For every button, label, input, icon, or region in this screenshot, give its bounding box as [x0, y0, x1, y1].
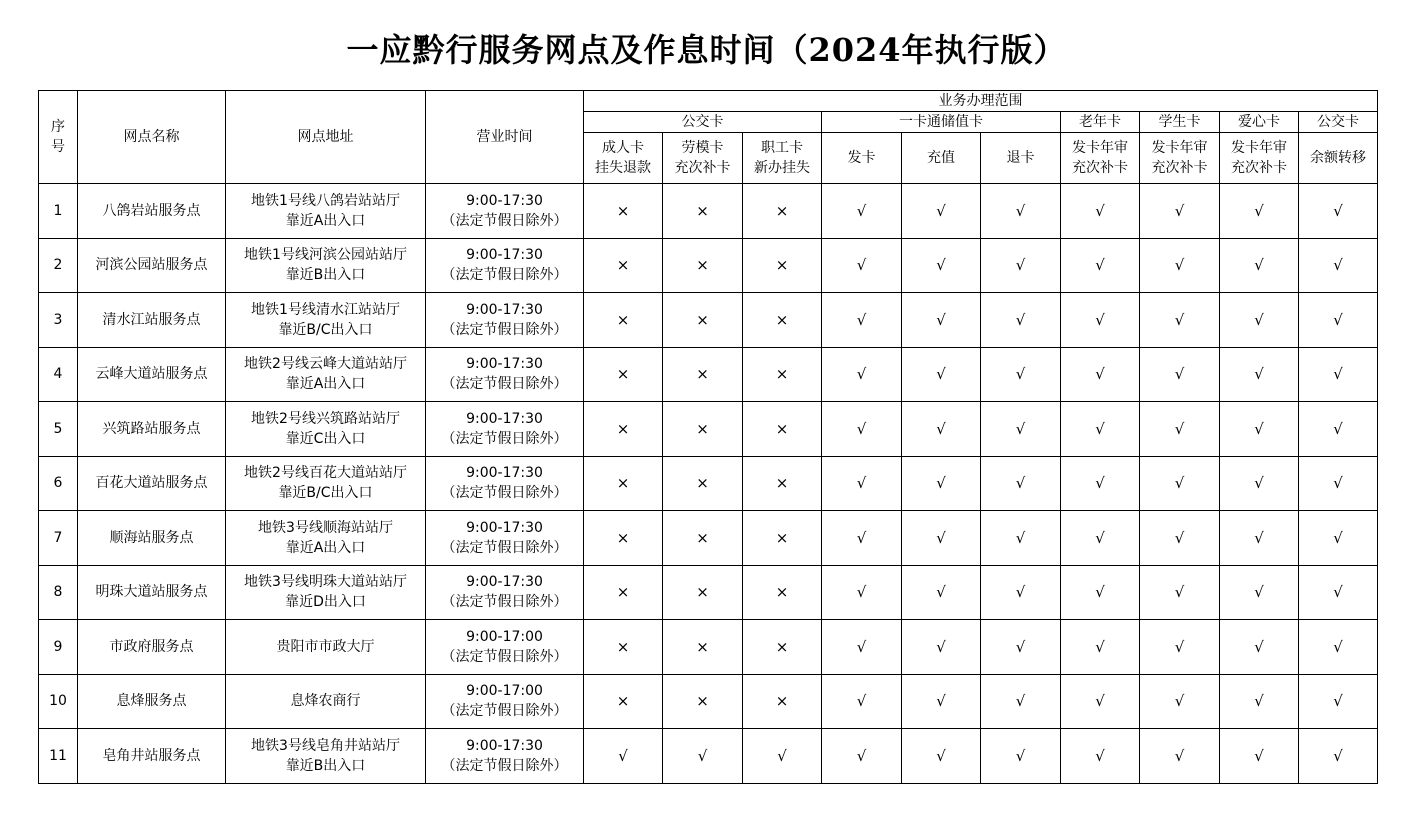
check-mark-icon: √: [981, 184, 1061, 239]
header-service-5: [902, 133, 981, 184]
check-mark-icon: √: [1140, 184, 1220, 239]
check-mark-icon: √: [1299, 565, 1378, 620]
check-mark-icon: √: [1299, 184, 1378, 239]
header-service-8: [1140, 133, 1220, 184]
check-mark-icon: √: [1220, 402, 1299, 457]
check-mark-icon: √: [1061, 347, 1140, 402]
check-mark-icon: √: [1061, 184, 1140, 239]
check-mark-icon: √: [1220, 620, 1299, 675]
check-mark-icon: √: [1061, 565, 1140, 620]
cell-hours: [426, 674, 584, 729]
header-service-7: [1061, 133, 1140, 184]
check-mark-icon: √: [1140, 402, 1220, 457]
cross-mark-icon: ×: [663, 456, 743, 511]
check-mark-icon: √: [1220, 456, 1299, 511]
check-mark-icon: √: [1140, 620, 1220, 675]
cell-name: 河滨公园站服务点: [78, 238, 226, 293]
check-mark-icon: √: [981, 674, 1061, 729]
table-row: [39, 238, 1378, 293]
cell-address-line: 贵阳市市政大厅: [276, 638, 375, 655]
cross-mark-icon: ×: [663, 238, 743, 293]
header-service-line: 发卡年审: [1151, 140, 1208, 156]
check-mark-icon: √: [981, 456, 1061, 511]
group-yikatong: 一卡通储值卡: [822, 112, 1061, 133]
check-mark-icon: √: [981, 729, 1061, 784]
cell-name: 百花大道站服务点: [78, 456, 226, 511]
check-mark-icon: √: [1220, 565, 1299, 620]
cell-address-line: 靠近C出入口: [285, 430, 366, 447]
cross-mark-icon: ×: [584, 565, 663, 620]
header-service-line: 充值: [927, 150, 955, 166]
cell-seq: 6: [39, 456, 78, 511]
header-seq: [39, 91, 78, 184]
group-bus-card: 公交卡: [584, 112, 822, 133]
group-love-card: 爱心卡: [1220, 112, 1299, 133]
check-mark-icon: √: [1220, 238, 1299, 293]
header-service-line: 成人卡: [602, 140, 644, 156]
cross-mark-icon: ×: [743, 238, 822, 293]
cell-name: 顺海站服务点: [78, 511, 226, 566]
cell-hours: [426, 184, 584, 239]
check-mark-icon: √: [1220, 674, 1299, 729]
check-mark-icon: √: [1299, 620, 1378, 675]
table-body: [39, 184, 1378, 784]
check-mark-icon: √: [1140, 565, 1220, 620]
cross-mark-icon: ×: [584, 184, 663, 239]
check-mark-icon: √: [1299, 293, 1378, 348]
group-bus-card-2: 公交卡: [1299, 112, 1378, 133]
check-mark-icon: √: [981, 293, 1061, 348]
check-mark-icon: √: [981, 238, 1061, 293]
header-address: 网点地址: [226, 91, 426, 184]
cell-hours-line: （法定节假日除外）: [441, 703, 568, 720]
cell-hours: [426, 293, 584, 348]
header-service-2: [663, 133, 743, 184]
header-service-line: 充次补卡: [674, 160, 731, 176]
cross-mark-icon: ×: [663, 184, 743, 239]
check-mark-icon: √: [822, 184, 902, 239]
cross-mark-icon: ×: [743, 402, 822, 457]
cell-hours: [426, 729, 584, 784]
cell-hours-line: 9:00-17:30: [466, 737, 543, 754]
cell-hours-line: （法定节假日除外）: [441, 594, 568, 611]
check-mark-icon: √: [902, 620, 981, 675]
check-mark-icon: √: [1061, 620, 1140, 675]
check-mark-icon: √: [1299, 456, 1378, 511]
check-mark-icon: √: [822, 729, 902, 784]
check-mark-icon: √: [1140, 511, 1220, 566]
check-mark-icon: √: [1220, 511, 1299, 566]
cross-mark-icon: ×: [584, 674, 663, 729]
cross-mark-icon: ×: [663, 347, 743, 402]
check-mark-icon: √: [1061, 238, 1140, 293]
check-mark-icon: √: [822, 238, 902, 293]
cross-mark-icon: ×: [584, 402, 663, 457]
cell-address-line: 靠近A出入口: [285, 212, 366, 229]
cell-hours: [426, 565, 584, 620]
cell-address-line: 息烽农商行: [290, 693, 361, 710]
header-name: 网点名称: [78, 91, 226, 184]
check-mark-icon: √: [1061, 293, 1140, 348]
cell-name: 云峰大道站服务点: [78, 347, 226, 402]
cross-mark-icon: ×: [743, 184, 822, 239]
cross-mark-icon: ×: [584, 238, 663, 293]
check-mark-icon: √: [1299, 511, 1378, 566]
check-mark-icon: √: [981, 620, 1061, 675]
cell-address-line: 地铁1号线河滨公园站站厅: [244, 247, 407, 264]
cell-address: [226, 184, 426, 239]
cell-hours-line: （法定节假日除外）: [441, 321, 568, 338]
cell-hours-line: （法定节假日除外）: [441, 212, 568, 229]
table-row: [39, 402, 1378, 457]
header-service-1: [584, 133, 663, 184]
cross-mark-icon: ×: [663, 620, 743, 675]
cell-hours: [426, 456, 584, 511]
cross-mark-icon: ×: [584, 456, 663, 511]
cell-name: 皂角井站服务点: [78, 729, 226, 784]
check-mark-icon: √: [902, 456, 981, 511]
cross-mark-icon: ×: [663, 293, 743, 348]
check-mark-icon: √: [1299, 729, 1378, 784]
check-mark-icon: √: [1299, 674, 1378, 729]
cross-mark-icon: ×: [584, 347, 663, 402]
cell-hours-line: 9:00-17:00: [466, 628, 543, 645]
header-service-line: 新办挂失: [754, 160, 810, 176]
cell-address-line: 靠近A出入口: [285, 376, 366, 393]
cell-hours-line: 9:00-17:30: [466, 465, 543, 482]
table-row: [39, 293, 1378, 348]
header-service-line: 充次补卡: [1151, 160, 1208, 176]
check-mark-icon: √: [1140, 729, 1220, 784]
check-mark-icon: √: [822, 674, 902, 729]
cross-mark-icon: ×: [743, 674, 822, 729]
cross-mark-icon: ×: [663, 565, 743, 620]
cell-address-line: 地铁3号线明珠大道站站厅: [244, 574, 407, 591]
check-mark-icon: √: [1061, 674, 1140, 729]
cross-mark-icon: ×: [743, 511, 822, 566]
check-mark-icon: √: [1220, 729, 1299, 784]
table-row: [39, 729, 1378, 784]
cell-hours-line: 9:00-17:30: [466, 247, 543, 264]
check-mark-icon: √: [902, 402, 981, 457]
cross-mark-icon: ×: [663, 674, 743, 729]
cell-address: [226, 565, 426, 620]
cell-hours-line: （法定节假日除外）: [441, 757, 568, 774]
cell-address: [226, 347, 426, 402]
cell-seq: 9: [39, 620, 78, 675]
cell-hours: [426, 347, 584, 402]
header-service-line: 发卡年审: [1072, 140, 1128, 156]
check-mark-icon: √: [981, 402, 1061, 457]
cell-hours-line: （法定节假日除外）: [441, 376, 568, 393]
header-service-9: [1220, 133, 1299, 184]
cell-address-line: 靠近B出入口: [285, 757, 366, 774]
header-service-line: 劳模卡: [681, 140, 724, 156]
cell-hours-line: （法定节假日除外）: [441, 267, 568, 284]
check-mark-icon: √: [981, 347, 1061, 402]
cell-seq: 4: [39, 347, 78, 402]
check-mark-icon: √: [1220, 184, 1299, 239]
cell-address: [226, 729, 426, 784]
cell-address-line: 地铁2号线百花大道站站厅: [244, 465, 407, 482]
header-service-line: 发卡年审: [1231, 140, 1287, 156]
cell-seq: 7: [39, 511, 78, 566]
check-mark-icon: √: [981, 565, 1061, 620]
check-mark-icon: √: [822, 293, 902, 348]
header-service-line: 退卡: [1006, 150, 1035, 166]
cell-hours-line: 9:00-17:00: [466, 683, 543, 700]
cross-mark-icon: ×: [584, 511, 663, 566]
cell-name: 八鸽岩站服务点: [78, 184, 226, 239]
cross-mark-icon: ×: [584, 620, 663, 675]
cell-hours: [426, 620, 584, 675]
check-mark-icon: √: [1140, 238, 1220, 293]
cell-name: 兴筑路站服务点: [78, 402, 226, 457]
check-mark-icon: √: [981, 511, 1061, 566]
cell-hours-line: （法定节假日除外）: [441, 648, 568, 665]
check-mark-icon: √: [822, 511, 902, 566]
cell-seq: 5: [39, 402, 78, 457]
group-elder-card: 老年卡: [1061, 112, 1140, 133]
header-service-10: [1299, 133, 1378, 184]
check-mark-icon: √: [902, 238, 981, 293]
header-service-line: 余额转移: [1310, 150, 1366, 166]
table-row: [39, 347, 1378, 402]
cell-address-line: 靠近B/C出入口: [278, 485, 373, 502]
check-mark-icon: √: [1220, 293, 1299, 348]
header-service-line: 挂失退款: [595, 160, 651, 176]
header-seq-line1: 序: [51, 119, 65, 135]
cell-address-line: 靠近D出入口: [285, 594, 366, 611]
check-mark-icon: √: [822, 402, 902, 457]
check-mark-icon: √: [1299, 402, 1378, 457]
cell-name: 息烽服务点: [78, 674, 226, 729]
cross-mark-icon: ×: [743, 293, 822, 348]
cross-mark-icon: ×: [663, 511, 743, 566]
cell-address-line: 地铁2号线云峰大道站站厅: [244, 356, 407, 373]
check-mark-icon: √: [822, 565, 902, 620]
group-student-card: 学生卡: [1140, 112, 1220, 133]
cell-seq: 2: [39, 238, 78, 293]
cell-hours: [426, 238, 584, 293]
check-mark-icon: √: [822, 620, 902, 675]
cell-hours-line: （法定节假日除外）: [441, 485, 568, 502]
check-mark-icon: √: [1061, 511, 1140, 566]
header-service-6: [981, 133, 1061, 184]
header-service-4: [822, 133, 902, 184]
check-mark-icon: √: [1061, 402, 1140, 457]
header-service-line: 发卡: [847, 150, 876, 166]
cross-mark-icon: ×: [743, 456, 822, 511]
service-points-table: [38, 90, 1378, 784]
table-row: [39, 456, 1378, 511]
cross-mark-icon: ×: [743, 620, 822, 675]
header-scope: 业务办理范围: [584, 91, 1378, 112]
cell-seq: 8: [39, 565, 78, 620]
check-mark-icon: √: [1220, 347, 1299, 402]
cross-mark-icon: ×: [743, 347, 822, 402]
cell-address-line: 靠近B出入口: [285, 267, 366, 284]
cell-hours-line: 9:00-17:30: [466, 410, 543, 427]
check-mark-icon: √: [902, 729, 981, 784]
check-mark-icon: √: [1061, 456, 1140, 511]
cell-seq: 10: [39, 674, 78, 729]
cell-hours-line: 9:00-17:30: [466, 301, 543, 318]
check-mark-icon: √: [1299, 238, 1378, 293]
header-service-line: 充次补卡: [1072, 160, 1128, 176]
header-service-line: 充次补卡: [1231, 160, 1287, 176]
cell-hours-line: （法定节假日除外）: [441, 430, 568, 447]
check-mark-icon: √: [584, 729, 663, 784]
cell-name: 清水江站服务点: [78, 293, 226, 348]
check-mark-icon: √: [902, 347, 981, 402]
cell-hours-line: 9:00-17:30: [466, 356, 543, 373]
check-mark-icon: √: [1299, 347, 1378, 402]
header-hours: 营业时间: [426, 91, 584, 184]
header-seq-line2: 号: [51, 139, 65, 155]
check-mark-icon: √: [902, 565, 981, 620]
check-mark-icon: √: [822, 456, 902, 511]
cell-hours-line: （法定节假日除外）: [441, 539, 568, 556]
cell-name: 明珠大道站服务点: [78, 565, 226, 620]
cell-seq: 1: [39, 184, 78, 239]
check-mark-icon: √: [902, 511, 981, 566]
check-mark-icon: √: [743, 729, 822, 784]
cell-address-line: 地铁1号线八鸽岩站站厅: [251, 192, 400, 209]
cell-hours-line: 9:00-17:30: [466, 519, 543, 536]
check-mark-icon: √: [902, 184, 981, 239]
cell-address: [226, 456, 426, 511]
cell-hours-line: 9:00-17:30: [466, 192, 543, 209]
cell-address: [226, 674, 426, 729]
cross-mark-icon: ×: [743, 565, 822, 620]
cell-hours-line: 9:00-17:30: [466, 574, 543, 591]
cell-address: [226, 620, 426, 675]
check-mark-icon: √: [1140, 674, 1220, 729]
cell-seq: 11: [39, 729, 78, 784]
table-row: [39, 565, 1378, 620]
cell-name: 市政府服务点: [78, 620, 226, 675]
check-mark-icon: √: [902, 674, 981, 729]
cell-hours: [426, 402, 584, 457]
check-mark-icon: √: [1061, 729, 1140, 784]
table-row: [39, 674, 1378, 729]
check-mark-icon: √: [1140, 293, 1220, 348]
cell-address-line: 地铁2号线兴筑路站站厅: [251, 410, 400, 427]
check-mark-icon: √: [663, 729, 743, 784]
check-mark-icon: √: [1140, 347, 1220, 402]
cell-address-line: 地铁3号线皂角井站站厅: [251, 737, 400, 754]
cross-mark-icon: ×: [584, 293, 663, 348]
check-mark-icon: √: [822, 347, 902, 402]
header-service-3: [743, 133, 822, 184]
header-service-line: 职工卡: [761, 140, 803, 156]
cell-address: [226, 402, 426, 457]
cell-address: [226, 293, 426, 348]
cell-address: [226, 238, 426, 293]
table-row: [39, 184, 1378, 239]
cell-address-line: 地铁1号线清水江站站厅: [251, 301, 400, 318]
cell-address-line: 靠近A出入口: [285, 539, 366, 556]
cell-address: [226, 511, 426, 566]
cell-seq: 3: [39, 293, 78, 348]
cell-hours: [426, 511, 584, 566]
document-title: 一应黔行服务网点及作息时间（2024年执行版）: [346, 31, 1067, 69]
cell-address-line: 靠近B/C出入口: [278, 321, 373, 338]
cell-address-line: 地铁3号线顺海站站厅: [258, 519, 393, 536]
table-row: [39, 511, 1378, 566]
table-row: [39, 620, 1378, 675]
cross-mark-icon: ×: [663, 402, 743, 457]
check-mark-icon: √: [1140, 456, 1220, 511]
check-mark-icon: √: [902, 293, 981, 348]
